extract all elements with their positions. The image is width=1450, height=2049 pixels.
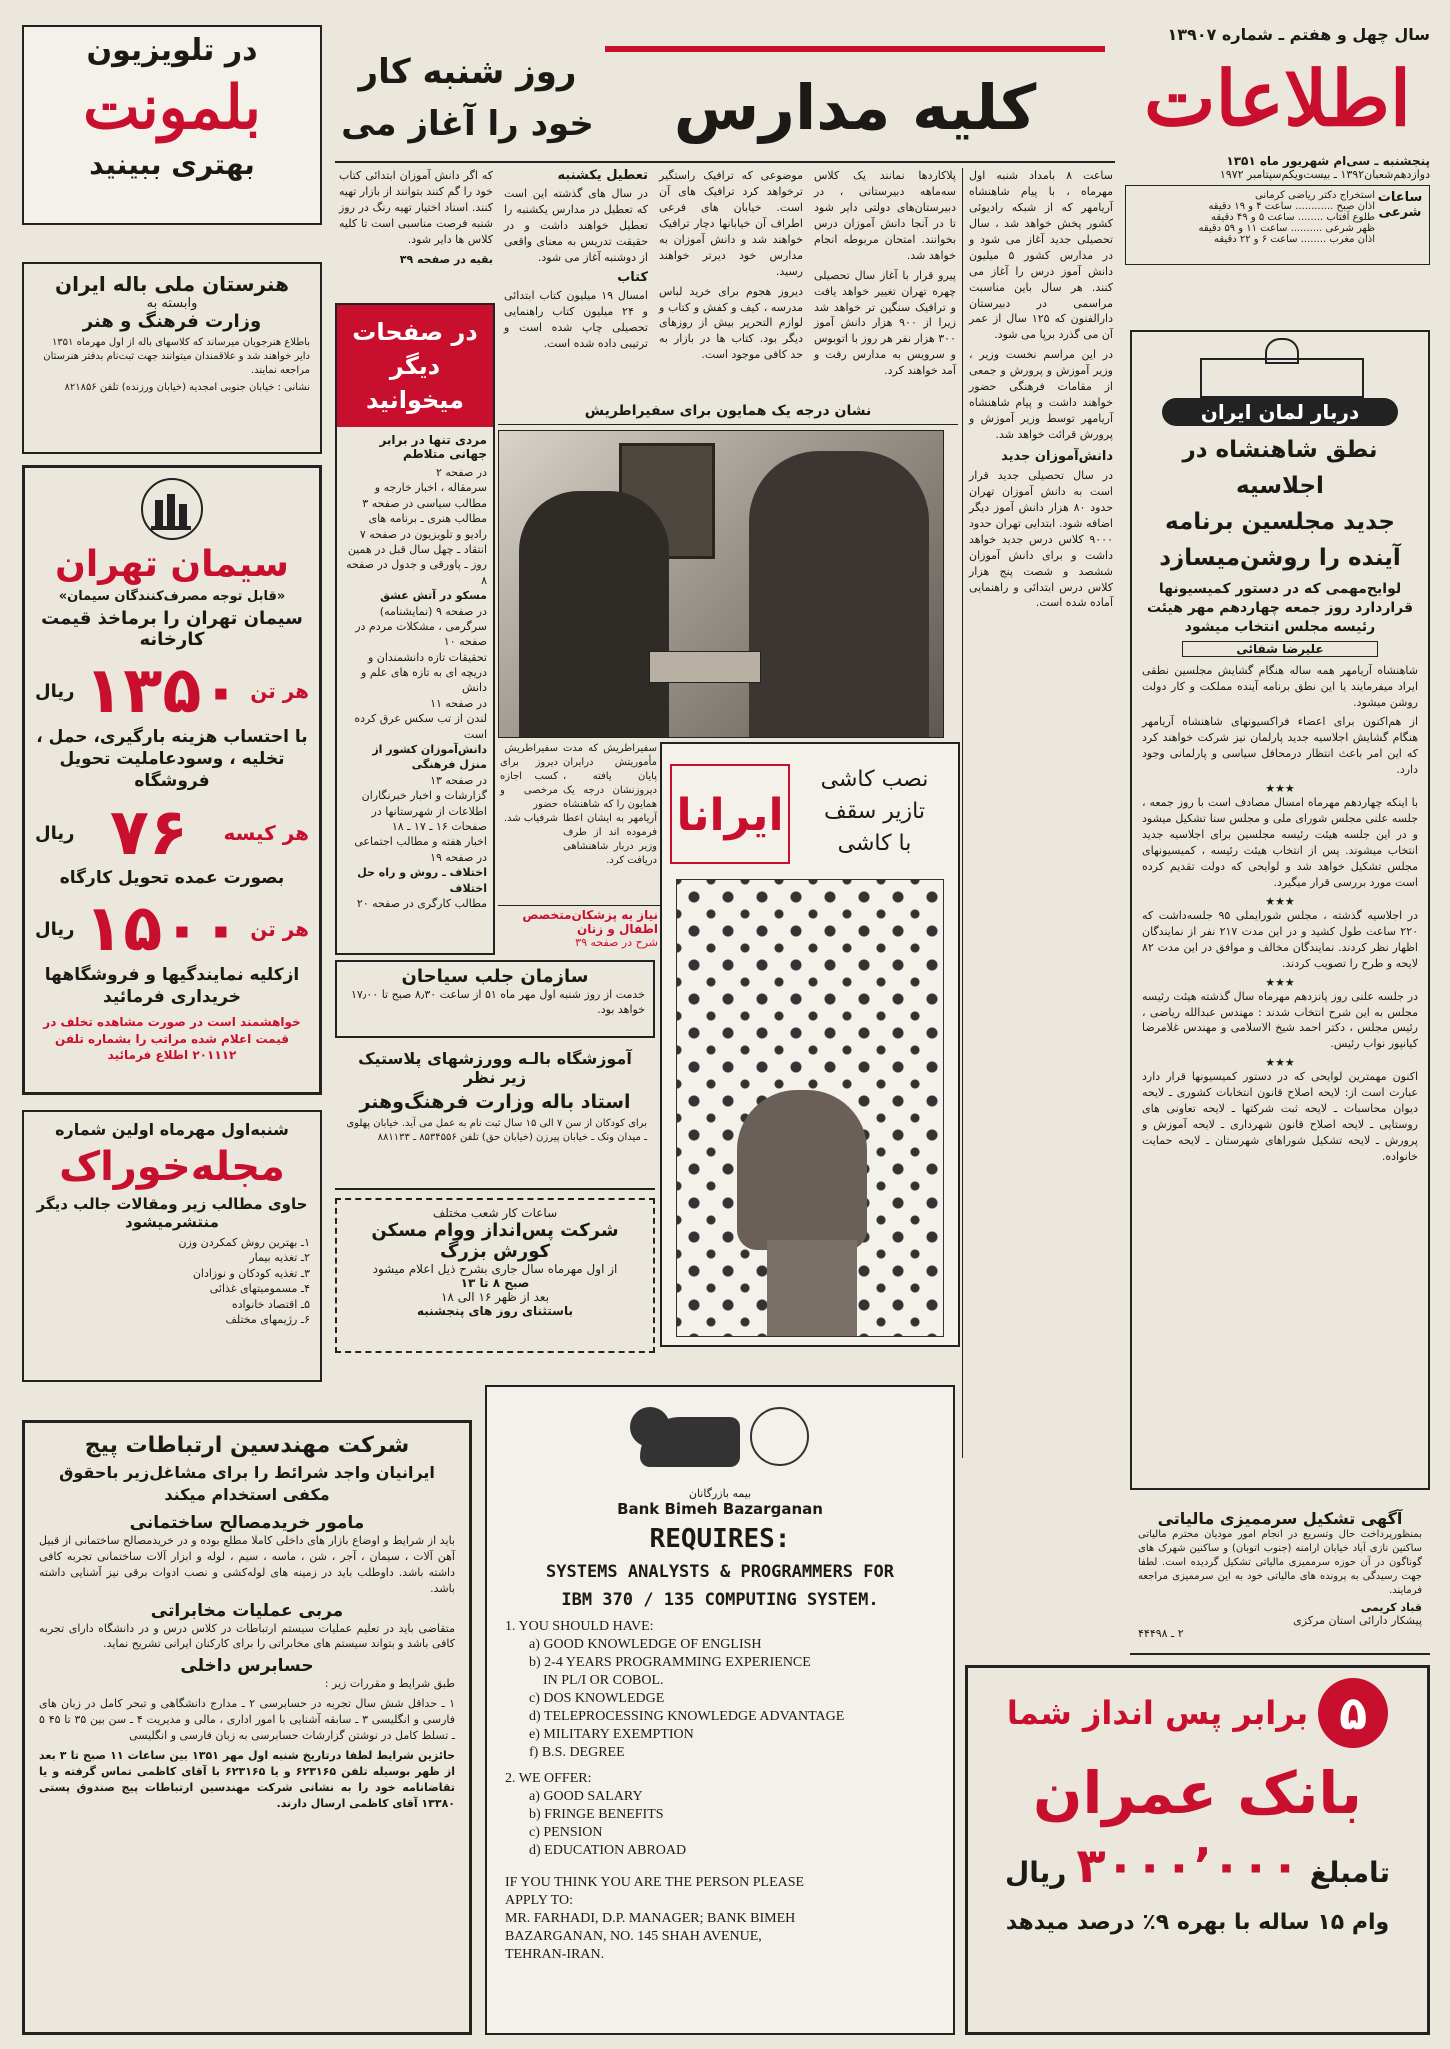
lion-logo-icon bbox=[630, 1397, 810, 1487]
telecom-job2-text: متقاضی باید در تعلیم عملیات سیستم ارتباطات در کلاس درس و در دانشگاه دارای تجربه کافی باشد و بتواند سیستم های مخابراتی را برای کارکنان ایرانی تشریح نماید. bbox=[39, 1621, 455, 1651]
magazine-item: ۵ـ اقتصاد خانواده bbox=[231, 1297, 310, 1311]
article-col4-p1: که اگر دانش آموزان ابتدائی کتاب خود را گم کنند بتوانند از بازار تهیه کنند. اسناد اختیار تهیه رنگ در روز شنبه فرصت مناسبی است تا کلیه کلاس ها دایر شود. bbox=[339, 169, 493, 246]
photo-caption-text2: سفیراطریش دیروز برای کسب اجازه مرخصی و حضور شرفیاب شد. bbox=[500, 743, 558, 824]
magazine-sub: حاوی مطالب زیر ومقالات جالب دیگر منتشرمیشود bbox=[36, 1195, 308, 1231]
ballet-address: نشانی : خیابان جنوبی امجدیه (خیابان ورزنده) تلفن ۸۲۱۸۵۶ bbox=[64, 382, 310, 393]
cement-price1-value: ۱۳۵۰ bbox=[84, 654, 241, 728]
article-col2-p1: پلاکاردها نمانند یک کلاس سه‌ماهه دبیرستانی ، در دبیرستان‌های دولتی دایر شود تا در آنجا دانش آموزان درس بخوانند. امتحان مربوطه انجام خواهد شد. bbox=[814, 169, 956, 262]
telecom-footer: حائزین شرایط لطفا درتاریخ شنبه اول مهر ۱۳۵۱ بین ساعات ۱۱ صبح تا ۳ بعد از ظهر بوسیله تلفن ۶۲۳۱۶۵ و یا ۶۲۳۱۶۵ با آقای کاظمی تماس گرفته و یا تقاضانامه خود را به نشانی شرکت مهندسین ارتباطات پیج صندوق پستی ۱۳۳۸۰ آقای کاظمی ارسال دارند. bbox=[39, 1749, 456, 1810]
telecom-job3-heading: طبق شرایط و مقررات زیر : bbox=[324, 1677, 455, 1691]
parliament-p5: در جلسه علنی روز پانزدهم مهرماه سال گذشته هیئت رئیسه مجلس به این شرح انتخاب شدند : مهندس عبدالله ریاضی ، رئیس مجلس ، دکتر احمد شیخ الاسلامی و مهندس غلامرضا کیانپور نواب رئیس. bbox=[1142, 989, 1418, 1051]
magazine-intro: شنبه‌اول مهرماه اولین شماره bbox=[55, 1120, 289, 1139]
cement-text4: خواهشمند است در صورت مشاهده تخلف در قیمت اعلام شده مراتب را بشماره تلفن ۲۰۱۱۱۲ اطلاع فرمائید bbox=[43, 1015, 301, 1062]
ballet-sub2: وزارت فرهنگ و هنر bbox=[82, 311, 262, 332]
article-col3-p2: دیروز هجوم برای خرید لباس مدرسه ، کیف و کفش و کتاب و لوازم التحریر بیش از روزهای دیگر بود. کتاب ها در بازار به حد کافی موجود است. bbox=[659, 284, 803, 362]
article-col-2 bbox=[810, 168, 960, 400]
have-item: IN PL/I OR COBOL. bbox=[529, 1673, 664, 1688]
article-col1-p2: در این مراسم نخست وزیر ، وزیر آموزش و پرورش و جمعی از مقامات فرهنگی حضور خواهند داشت و پیام شاهنشاه آریامهر توسط وزیر آموزش و پرورش قرائت خواهد شد. bbox=[969, 348, 1113, 441]
cement-text3: ازکلیه نمایندگیها و فروشگاهها خریداری فرمائید bbox=[44, 965, 300, 1008]
prayer-time: اذان مغرب ........ ساعت ۶ و ۲۲ دقیقه bbox=[1214, 234, 1375, 245]
parliament-headline2: جدید مجلسین برنامه bbox=[1165, 509, 1395, 535]
prayer-time: اذان صبح ............ ساعت ۴ و ۱۹ دقیقه bbox=[1208, 201, 1375, 212]
article-col4-heading: کتاب bbox=[617, 269, 648, 285]
section-stars: ★★★ bbox=[1265, 894, 1295, 908]
article-col-1 bbox=[965, 168, 1117, 1458]
prayer-time: طلوع آفتاب ........ ساعت ۵ و ۴۹ دقیقه bbox=[1211, 212, 1375, 223]
parliament-headline3: آینده را روشن‌میسازد bbox=[1159, 545, 1401, 571]
tile-ad-line2: تازیر سقف bbox=[823, 799, 926, 824]
photo-caption-link-page: شرح در صفحه ۳۹ bbox=[575, 936, 658, 949]
photo-caption-link-title: نیاز به پزشکان‌متخصص اطفال و زنان bbox=[522, 908, 658, 936]
apply-line: IF YOU THINK YOU ARE THE PERSON PLEASE bbox=[505, 1875, 805, 1890]
photo-caption-text: سفیراطریش که مدت مأموریتش درایران پایان یافته ، دیروزنشان درجه یک همایون را که شاهنشاه آریامهر به ایشان اعطا فرموده اند از طرف وزیر دربار شاهنشاهی دریافت کرد. bbox=[563, 743, 657, 866]
have-item: e) MILITARY EXEMPTION bbox=[529, 1727, 694, 1742]
omran-amount: ۳۰۰۰٬۰۰۰ bbox=[1076, 1838, 1300, 1894]
bank-bimeh-subtitle: IBM 370 / 135 COMPUTING SYSTEM. bbox=[561, 1590, 879, 1610]
loan-note2: باستثنای روز های پنجشنبه bbox=[417, 1304, 573, 1318]
parliament-building-icon bbox=[1180, 338, 1380, 398]
plastic-title: آموزشگاه بالـه وورزشهای پلاستیک زیر نظر bbox=[358, 1049, 632, 1087]
tv-ad-line1: در تلویزیون bbox=[86, 33, 258, 68]
tile-ad-brand: ایرانا bbox=[670, 764, 790, 864]
have-heading: 1. YOU SHOULD HAVE: bbox=[505, 1619, 654, 1634]
prayer-source: استخراج دکتر ریاضی کرمانی bbox=[1255, 190, 1375, 201]
address-line: BAZARGANAN, NO. 145 SHAH AVENUE, bbox=[505, 1929, 762, 1944]
index-item: در صفحه ۱۳ bbox=[430, 773, 487, 787]
bank-bimeh-requires: REQUIRES: bbox=[649, 1524, 791, 1554]
sayahan-title: سازمان جلب سیاحان bbox=[401, 966, 589, 987]
ambassador-photo bbox=[498, 430, 944, 738]
index-title: در صفحات دیگر میخوانید bbox=[337, 305, 493, 427]
index-item: در صفحه ۹ (نمایشنامه) bbox=[379, 604, 487, 618]
magazine-item: ۲ـ تغذیه بیمار bbox=[249, 1251, 310, 1265]
photo-caption-top: نشان درجه یک همایون برای سفیراطریش bbox=[498, 403, 958, 425]
index-item: مطالب هنری ـ برنامه های رادیو و تلویزیون در صفحه ۷ bbox=[359, 512, 487, 541]
cement-factory-icon bbox=[141, 478, 203, 540]
cement-price1-unit: ریال bbox=[35, 680, 75, 702]
article-col1-p3: در سال تحصیلی جدید قرار است به دانش آموزان تهران حدود ۸۰ هزار دانش آموز دیگر اضافه شود. ابتدایی تهران حدود ۹۰۰۰ کلاس درس جدید خواهد داشت و برای دانش آموزان ششصد و شصت پنج هزار کلاس درس ابتدائی و راهنمایی آماده شده است. bbox=[969, 468, 1114, 610]
masthead bbox=[1125, 25, 1430, 315]
cement-ad bbox=[22, 465, 322, 1095]
telecom-job1-text: باید از شرایط و اوضاع بازار های داخلی کاملا مطلع بوده و در خریدمصالح ساختمانی از قبیل آهن آلات ، سیمان ، آجر ، شن ، ماسه ، سیم ، لوله و ابزار آلات ساختمانی تجربه کافی داشته باشد. داوطلب باید در زمینه های لوله‌کشی و نصب ادوات برقی نیز آشنایی داشته باشد. bbox=[39, 1533, 455, 1595]
tile-ad bbox=[660, 742, 960, 1347]
cement-price2-label: هر کیسه bbox=[223, 821, 309, 846]
article-col-3 bbox=[655, 168, 807, 400]
cement-notice: «قابل توجه مصرف‌کنندگان سیمان» bbox=[58, 589, 286, 604]
col-divider bbox=[962, 168, 963, 1458]
figure-right bbox=[749, 451, 929, 738]
ballet-sub1: وابسته به bbox=[146, 296, 198, 311]
tv-ad-line2: بهتری ببینید bbox=[89, 148, 255, 181]
date-line-2: دوازدهم‌شعبان۱۳۹۲ ـ بیست‌ویکم‌سپتامبر ۱۹۷۲ bbox=[1219, 168, 1430, 181]
main-headline bbox=[335, 28, 1115, 163]
offer-item: a) GOOD SALARY bbox=[529, 1789, 643, 1804]
omran-top-row bbox=[982, 1678, 1413, 1748]
medal-box bbox=[649, 651, 761, 683]
tax-notice bbox=[1130, 1505, 1430, 1655]
ballet-school-ad bbox=[22, 262, 322, 454]
headline-red-rule bbox=[605, 46, 1105, 52]
index-item: سرگرمی ، مشکلات مردم در صفحه ۱۰ bbox=[355, 619, 487, 649]
article-col1-p1: ساعت ۸ بامداد شنبه اول مهرماه ، با پیام شاهنشاه آریامهر که از شبکه رادیوئی کشور پخش خواهد شد ، سال تحصیلی جدید آغاز می شود و در مدارس کشور ۵ میلیون دانش آموز درس را آغاز می کنند. هر سال باین مناسبت مراسمی در دبیرستان دارالفنون که ۱۲۵ سال از عمر آن می گذرد برپا می شود. bbox=[969, 169, 1113, 342]
index-item: انتقاد ـ چهل سال قبل در همین روز ـ پاورقی و جدول در صفحه ۸ bbox=[346, 542, 487, 587]
loan-hours1: صبح ۸ تا ۱۳ bbox=[460, 1276, 530, 1290]
index-intro: مردی تنها در برابر جهانی متلاطم bbox=[379, 433, 487, 461]
article-col-4 bbox=[500, 168, 652, 400]
parliament-p1: شاهنشاه آریامهر همه ساله هنگام گشایش مجلسین نطقی ایراد میفرمایند یا این نطق برنامه آینده مملکت و کار دولت روشن میشود. bbox=[1142, 663, 1418, 709]
offer-item: b) FRINGE BENEFITS bbox=[529, 1807, 664, 1822]
arm-image bbox=[767, 1240, 857, 1337]
telecom-job1: مامور خریدمصالح ساختمانی bbox=[129, 1512, 365, 1533]
article-continued: بقیه در صفحه ۳۹ bbox=[399, 252, 493, 266]
index-item: مطالب کارگری در صفحه ۲۰ bbox=[356, 896, 487, 910]
cement-price2-value: ۷۶ bbox=[109, 796, 189, 871]
cement-text2: بصورت عمده تحویل کارگاه bbox=[59, 868, 285, 889]
apply-line: APPLY TO: bbox=[505, 1893, 573, 1908]
index-item: دانش‌آموزان کشور از منزل فرهنگی bbox=[372, 743, 487, 772]
index-list bbox=[343, 465, 487, 911]
parliament-p2: از هم‌اکنون برای اعضاء فراکسیونهای شاهنشاه آریامهر هنگام گشایش اجلاسیه جدید پارلمان نیز شرکت خواهند کرد که این امر باعث انتظار درمحافل سیاسی و پارلمانی وجود دارد. bbox=[1142, 715, 1418, 777]
index-item: گزارشات و اخبار خبرنگاران اطلاعات از شهرستانها در صفحات ۱۶ ـ ۱۷ ـ ۱۸ bbox=[361, 789, 487, 833]
parliament-article bbox=[1130, 330, 1430, 1490]
tile-ad-line1: نصب کاشی bbox=[820, 767, 929, 792]
plastic-text: برای کودکان از سن ۷ الی ۱۵ سال ثبت نام به عمل می آید. خیابان پهلوی ـ میدان ونک ـ خیابان پیرزن (خیابان حق) تلفن ۸۵۳۴۵۵۶ ـ ۸۸۱۱۳۳ bbox=[346, 1118, 647, 1143]
tax-text: بمنظورپرداخت حال وتسریع در انجام امور مودیان محترم مالیاتی ساکنین نازی آباد خیابان ارامنه (جنوب اتوبان) و ساکنین شهرک های گوناگون در آن حوزه سرممیزی مالیاتی تشکیل گردیده است. لطفا جهت رسیدگی به پرونده های مالیاتی خود به این سرممیزی مراجعه فرمایند. bbox=[1138, 1529, 1422, 1596]
loan-subtitle: کورش بزرگ bbox=[440, 1241, 550, 1262]
photo-caption-2 bbox=[498, 742, 560, 902]
magazine-ad bbox=[22, 1110, 322, 1382]
cement-price2-unit: ریال bbox=[35, 822, 75, 844]
plastic-subtitle: استاد باله وزارت فرهنگ‌وهنر bbox=[359, 1091, 631, 1113]
prayer-label: ساعات شرعی bbox=[1377, 190, 1423, 220]
article-col1-heading: دانش‌آموزان جدید bbox=[1001, 448, 1113, 464]
cement-price-3 bbox=[35, 892, 309, 967]
hand-image bbox=[737, 1090, 867, 1250]
tv-ad bbox=[22, 25, 322, 225]
cement-price-1 bbox=[35, 656, 309, 726]
have-item: d) TELEPROCESSING KNOWLEDGE ADVANTAGE bbox=[529, 1709, 845, 1724]
index-item: تحقیقات تازه دانشمندان و دریچه ای به تازه های علم و دانش bbox=[361, 650, 487, 695]
bank-bimeh-ad bbox=[485, 1385, 955, 2035]
tax-ref: ۲ ـ ۴۴۴۹۸ bbox=[1138, 1627, 1184, 1640]
article-col4-p2: در سال های گذشته این است که تعطیل در مدارس یکشنبه را تعطیل خواهند داشت و در حقیقت تدریس به معنای واقعی از دوشنبه آغاز می شود. bbox=[504, 187, 648, 264]
tile-pattern bbox=[676, 879, 944, 1337]
tile-ad-line3: با کاشی bbox=[837, 831, 912, 856]
magazine-item: ۳ـ تغذیه کودکان و نوزادان bbox=[192, 1266, 310, 1280]
magazine-title: مجله‌خوراک bbox=[59, 1144, 285, 1190]
index-item: اختلاف ـ روش و راه حل اختلاف bbox=[357, 866, 487, 895]
loan-ad bbox=[335, 1198, 655, 1353]
telecom-title: شرکت مهندسین ارتباطات پیج bbox=[84, 1433, 410, 1458]
newspaper-logo: اطلاعات bbox=[1143, 54, 1411, 143]
omran-amount-row bbox=[982, 1838, 1413, 1894]
sayahan-ad bbox=[335, 960, 655, 1038]
magazine-list bbox=[34, 1235, 310, 1327]
index-box bbox=[335, 303, 495, 955]
cement-price1-label: هر تن bbox=[250, 679, 309, 703]
loan-intro: ساعات کار شعب مختلف bbox=[432, 1206, 558, 1220]
index-item: اخبار هفته و مطالب اجتماعی در صفحه ۱۹ bbox=[354, 835, 487, 864]
omran-top: برابر پس انداز شما bbox=[1006, 1694, 1309, 1732]
index-item: سرمقاله ، اخبار خارجه و مطالب سیاسی در صفحه ۳ bbox=[362, 481, 487, 510]
index-item: در صفحه ۲ bbox=[435, 466, 487, 479]
magazine-item: ۱ـ بهترین روش کمکردن وزن bbox=[178, 1236, 310, 1249]
issue-line: سال چهل و هفتم ـ شماره ۱۳۹۰۷ bbox=[1167, 25, 1430, 44]
loan-title: شرکت پس‌انداز ووام مسکن bbox=[371, 1220, 619, 1241]
omran-footer: وام ۱۵ ساله با بهره ۹٪ درصد میدهد bbox=[1005, 1910, 1390, 1935]
plastic-ad bbox=[335, 1045, 655, 1190]
offer-item: c) PENSION bbox=[529, 1825, 603, 1840]
telecom-job2: مربی عملیات مخابراتی bbox=[150, 1600, 344, 1621]
tax-title: آگهی تشکیل سرممیزی مالیاتی bbox=[1157, 1509, 1403, 1528]
section-stars: ★★★ bbox=[1265, 975, 1295, 989]
have-item: c) DOS KNOWLEDGE bbox=[529, 1691, 665, 1706]
telecom-job3: حسابرس داخلی bbox=[180, 1656, 314, 1677]
index-item: مسکو در آتش عشق bbox=[380, 589, 487, 603]
tile-ad-text bbox=[797, 764, 952, 864]
omran-bank-name: بانک عمران bbox=[1033, 1759, 1362, 1827]
bank-bimeh-title: SYSTEMS ANALYSTS & PROGRAMMERS FOR bbox=[546, 1562, 894, 1582]
magazine-item: ۴ـ مسمومیتهای غذائی bbox=[209, 1282, 310, 1296]
omran-multiplier: ۵ bbox=[1318, 1678, 1388, 1748]
omran-amount-label: تامبلغ bbox=[1309, 1856, 1391, 1889]
bank-bimeh-brand-en: Bank Bimeh Bazarganan bbox=[617, 1500, 823, 1518]
parliament-subhead: لوایح‌مهمی که در دستور کمیسیونها قراردارد روز جمعه چهاردهم مهر هیئت رئیسه مجلس انتخاب میشود bbox=[1146, 581, 1414, 635]
cement-price3-label: هر تن bbox=[250, 917, 309, 942]
headline-main: کلیه مدارس bbox=[673, 71, 1037, 144]
sayahan-text: خدمت از روز شنبه اول مهر ماه ۵۱ از ساعت ۸٫۳۰ صبح تا ۱۷٫۰۰ خواهد بود. bbox=[350, 988, 645, 1017]
offer-heading: 2. WE OFFER: bbox=[505, 1771, 592, 1786]
article-col4-p3: امسال ۱۹ میلیون کتاب ابتدائی و ۲۴ میلیون کتاب راهنمایی تحصیلی چاپ شده است و ترتیبی داده شده است. bbox=[504, 288, 648, 350]
have-item: f) B.S. DEGREE bbox=[529, 1745, 625, 1760]
cement-headline: سیمان تهران را برماخذ قیمت کارخانه bbox=[41, 608, 303, 650]
article-col3-heading: تعطیل یکشنبه bbox=[557, 168, 648, 183]
ballet-title: هنرستان ملی باله ایران bbox=[55, 272, 289, 296]
cement-brand: سیمان تهران bbox=[55, 544, 289, 585]
telecom-ad bbox=[22, 1420, 472, 2035]
parliament-p6: اکنون مهمترین لوایحی که در دستور کمیسیونها قرار دارد عبارت است از: لایحه اصلاح قانون انتخابات کشوری ـ لایحه دیوان محاسبات ـ لایحه ثبت شرکتها ـ لایحه تعاونی های روستایی ـ لایحه اصلاح قانون شهرداری ـ لایحه آموزش و پرورش ـ لایحه تشکیل شوراهای شهرستان ـ لایحه حمایت خانواده. bbox=[1142, 1070, 1418, 1164]
index-item: در صفحه ۱۱ bbox=[430, 696, 487, 710]
article-col2-p2: پیرو قرار با آغاز سال تحصیلی چهره تهران تغییر خواهد یافت و ترافیک سنگین تر خواهد شد زیرا از ۹۰۰ هزار دانش آموز ۳۰۰ هزار نفر هر روز با اتوبوس و سرویس به مدارس رفت و آمد خواهند کرد. bbox=[814, 268, 956, 378]
section-stars: ★★★ bbox=[1265, 782, 1295, 796]
omran-bank-ad bbox=[965, 1665, 1430, 2035]
loan-hours2: بعد از ظهر ۱۶ الی ۱۸ bbox=[440, 1290, 550, 1304]
address-line: MR. FARHADI, D.P. MANAGER; BANK BIMEH bbox=[505, 1911, 796, 1926]
article-col3-p1: موضوعی که ترافیک راستگیر ترخواهد کرد ترافیک های آن است. خیابان های فرعی اطراف آن خیابانها دچار ترافیک خواهند شد و دانش آموزان به مدارس خود دیرتر خواهند رسید. bbox=[659, 169, 803, 278]
tax-signer-title: پیشکار دارائی استان مرکزی bbox=[1293, 1614, 1422, 1627]
telecom-job3-text: ۱ ـ حداقل شش سال تجربه در حسابرسی ۲ ـ مدارج دانشگاهی و تبحر کامل در زبان های فارسی و انگلیسی ۳ ـ سابقه آشنایی با امور اداری ، مالی و مدیریت ۴ ـ سن بین ۳۵ تا ۴۵ ۵ ـ تسلط کامل در نوشتن گزارشات حسابرسی به زبان فارسی و انگلیسی bbox=[39, 1697, 456, 1743]
omran-amount-unit: ریال bbox=[1004, 1856, 1067, 1889]
magazine-item: ۶ـ رژیمهای مختلف bbox=[225, 1312, 310, 1326]
date-line: پنجشنبه ـ سی‌ام شهریور ماه ۱۳۵۱ bbox=[1226, 154, 1430, 168]
tv-ad-brand: بلمونت bbox=[83, 73, 261, 143]
bank-bimeh-brand-fa: بیمه بازرگانان bbox=[688, 1487, 752, 1500]
parliament-p4: در اجلاسیه گذشته ، مجلس شورایملی ۹۵ جلسه‌داشت که ۲۲۰ ساعت طول کشید و در این مدت ۲۱۷ نفر از نمایندگان اظهار نظر کردند. نمایندگان مخالف و موافق در این مدت ۸۲ لایحه و طرح را تصویب کردند. bbox=[1142, 908, 1419, 970]
index-item: لندن از تب سکس عرق کرده است bbox=[354, 712, 487, 741]
cement-price3-unit: ریال bbox=[35, 918, 75, 940]
photo-caption-link bbox=[498, 905, 660, 955]
figure-left bbox=[519, 491, 669, 738]
section-stars: ★★★ bbox=[1265, 1056, 1295, 1070]
address-line: TEHRAN-IRAN. bbox=[505, 1947, 605, 1962]
cement-text1: با احتساب هزینه بارگیری، حمل ، تخلیه ، وسودعاملیت تحویل فروشگاه bbox=[36, 727, 308, 792]
loan-text: از اول مهرماه سال جاری بشرح ذیل اعلام میشود bbox=[372, 1262, 618, 1276]
prayer-time: ظهر شرعی .......... ساعت ۱۱ و ۵۹ دقیقه bbox=[1198, 223, 1375, 234]
cement-price3-value: ۱۵۰۰ bbox=[84, 892, 241, 967]
offer-item: d) EDUCATION ABROAD bbox=[529, 1843, 687, 1858]
prayer-times-box bbox=[1125, 185, 1430, 265]
bank-bimeh-requirements bbox=[505, 1618, 935, 1964]
parliament-banner: دربار لمان ایران bbox=[1162, 398, 1398, 426]
have-item: b) 2-4 YEARS PROGRAMMING EXPERIENCE bbox=[529, 1655, 811, 1670]
parliament-p3: با اینکه چهاردهم مهرماه امسال مصادف است با روز جمعه ، جلسه علنی مجلس شورای ملی و مجلس سنا تشکیل میشود و در این جلسه هیئت رئیسه مجلسین برای اجلاسیه جدید انتخاب میشوند. پس از انتخاب هیئت رئیسه ، کمیسیونهای مجلس تشکیل خواهد شد و لوایحی که دولت تقدیم کرده است مورد بررسی قرار میگیرد. bbox=[1142, 796, 1418, 889]
article-col-5 bbox=[335, 168, 497, 300]
parliament-author: علیرضا شفائی bbox=[1182, 641, 1378, 657]
headline-sub: روز شنبه کار خود را آغاز می bbox=[341, 52, 594, 144]
have-item: a) GOOD KNOWLEDGE OF ENGLISH bbox=[529, 1637, 762, 1652]
cement-price-2 bbox=[35, 796, 309, 871]
parliament-headline1: نطق شاهنشاه در اجلاسیه bbox=[1182, 437, 1378, 499]
ballet-text: باطلاع هنرجویان میرساند که کلاسهای باله از اول مهرماه ۱۳۵۱ دایر خواهند شد و علاقمندان میتوانند جهت ثبت‌نام بدفتر هنرستان مراجعه نمایند. bbox=[43, 337, 310, 376]
tax-signer: قباد کریمی bbox=[1360, 1601, 1422, 1614]
telecom-sub: ایرانیان واجد شرائط را برای مشاغل‌زیر باحقوق مکفی استخدام میکند bbox=[59, 1463, 435, 1505]
